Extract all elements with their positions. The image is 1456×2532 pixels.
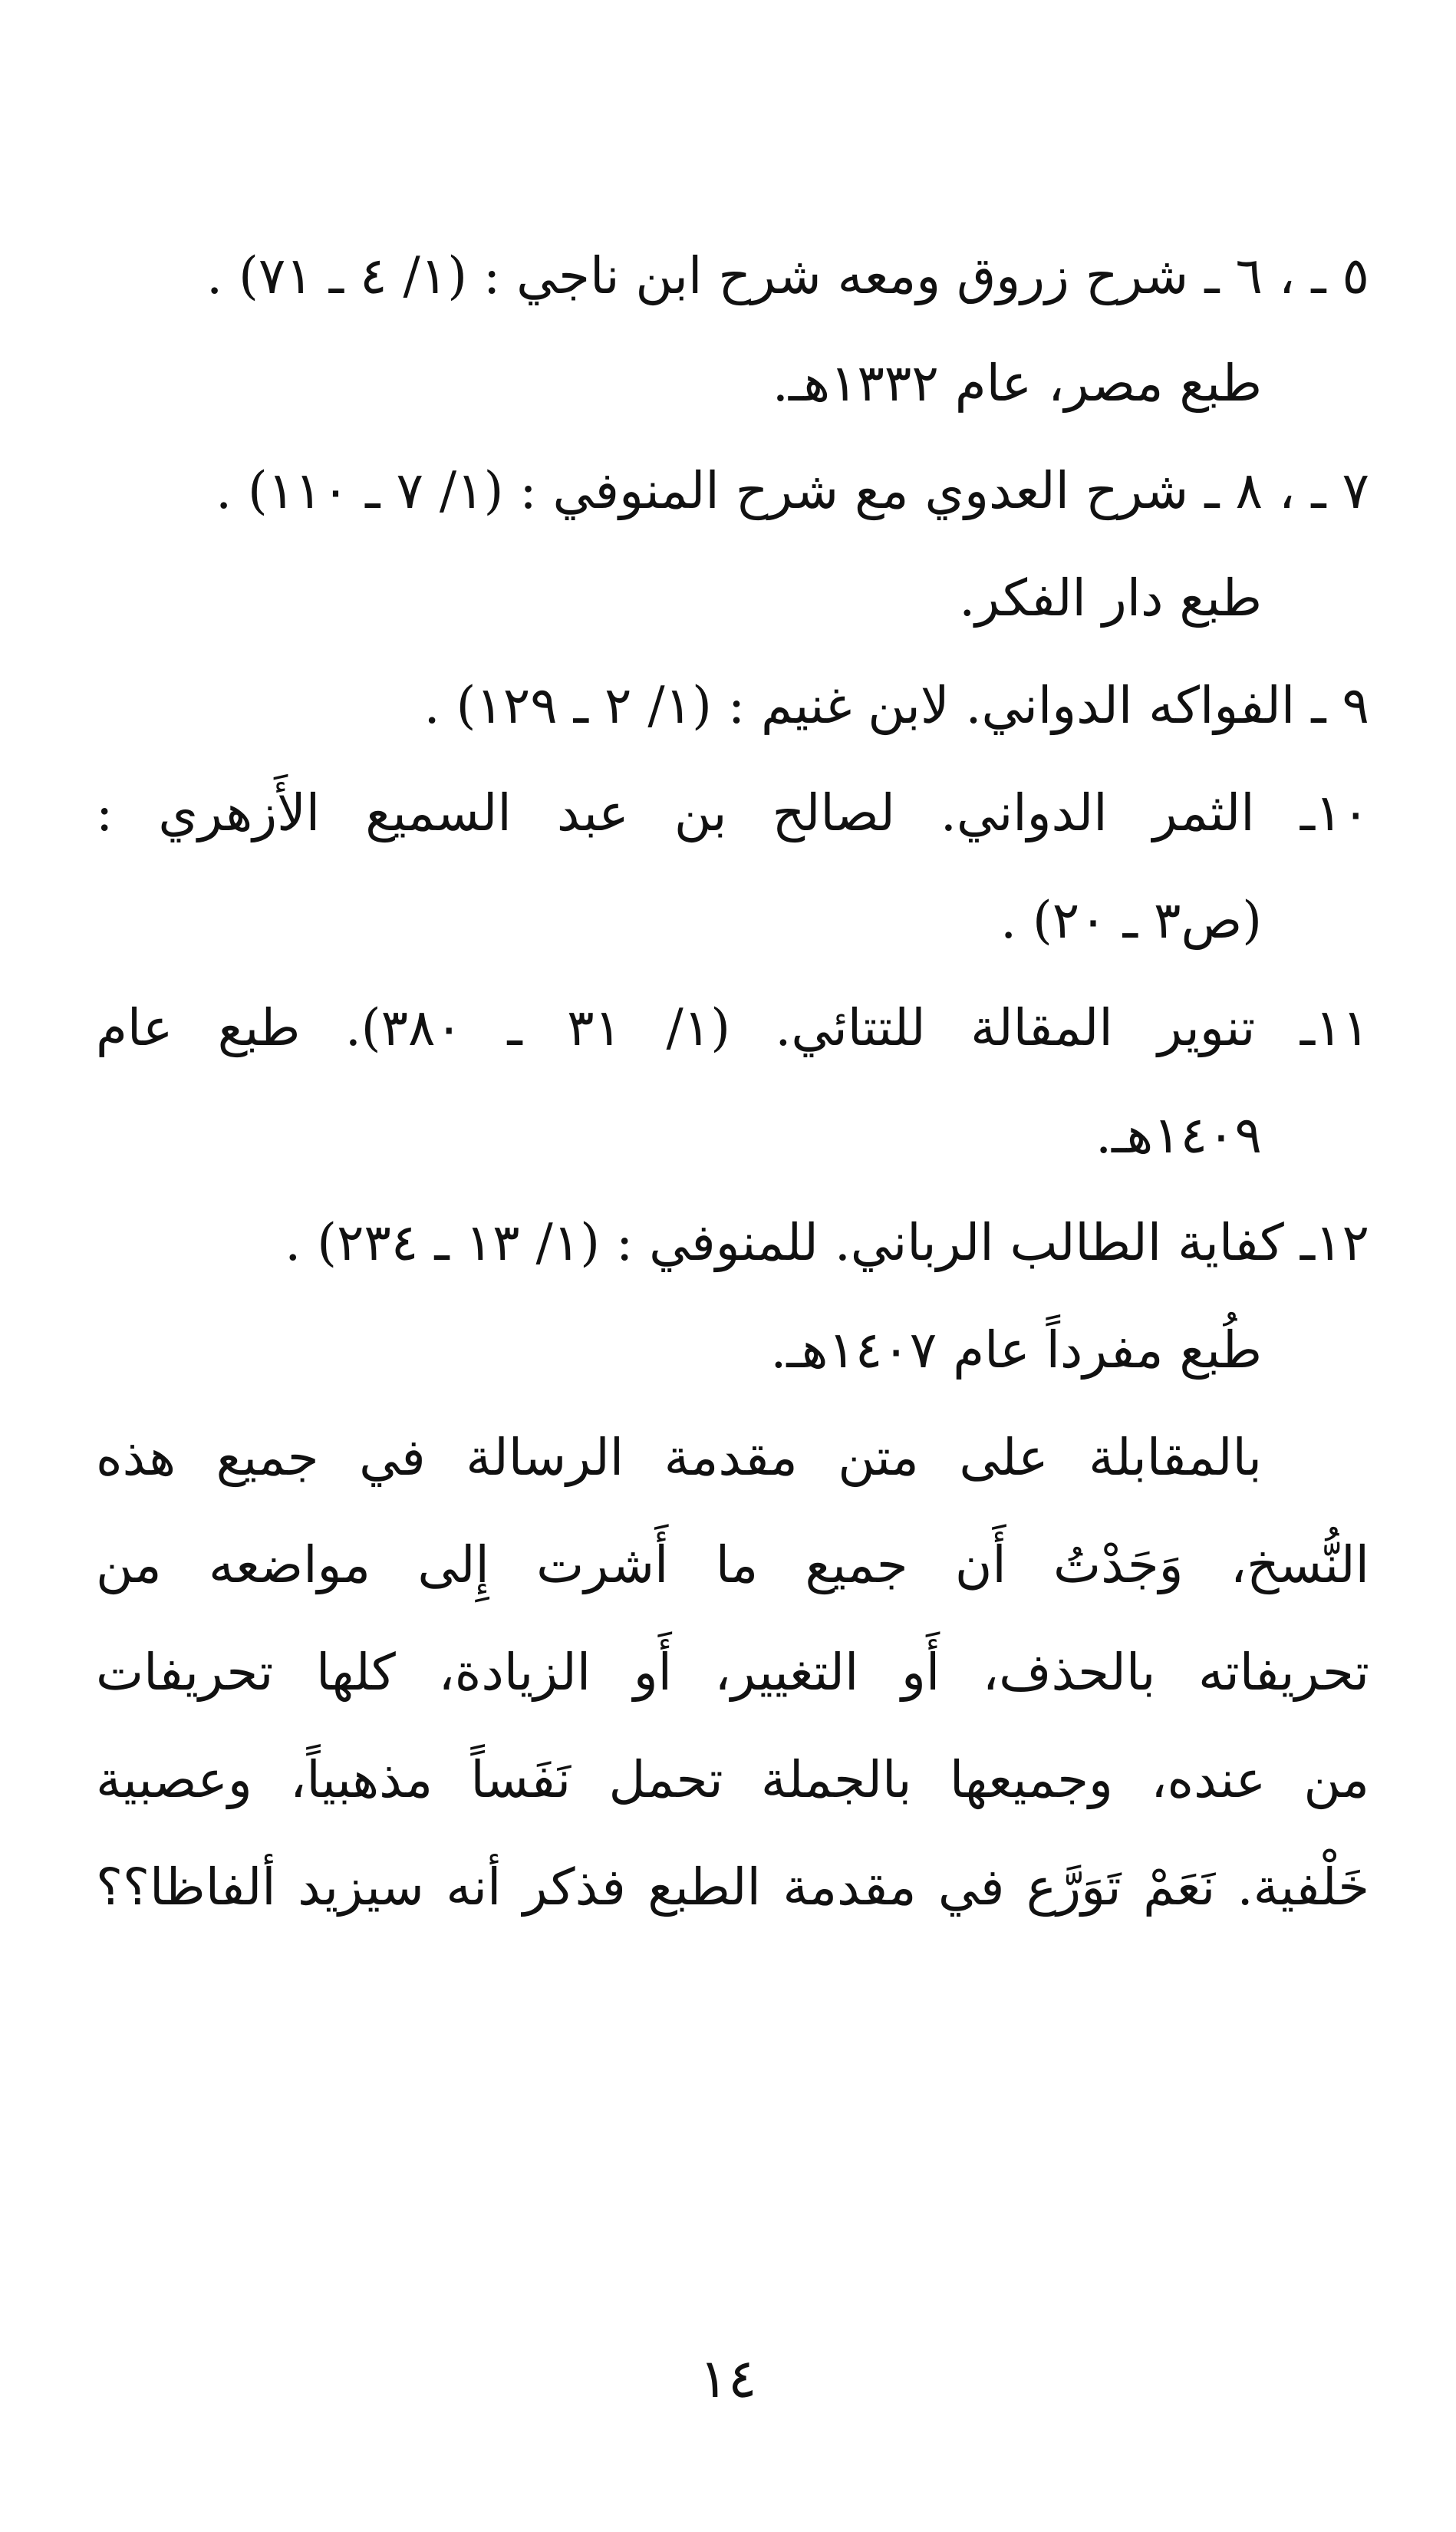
list-item-12: ١٢ـ كفاية الطالب الرباني. للمنوفي : (١/ ١٣ ـ ٢٣٤) . <box>285 1213 1369 1272</box>
list-item-11-year: ١٤٠٩هـ. <box>1095 1106 1262 1165</box>
page-number: ١٤ <box>699 2347 757 2410</box>
paragraph-line: تحريفاته بالحذف، أَو التغيير، أَو الزيادة، كلها تحريفات <box>96 1643 1369 1702</box>
paragraph-line: من عنده، وجميعها بالجملة تحمل نَفَساً مذهبياً، وعصبية <box>96 1750 1369 1809</box>
paragraph-line: خَلْفية. نَعَمْ تَوَرَّع في مقدمة الطبع فذكر أنه سيزيد ألفاظا؟؟ <box>96 1858 1369 1917</box>
list-item-10-pages: (ص٣ ـ ٢٠) . <box>1000 891 1262 950</box>
list-item-7-8: ٧ ـ ، ٨ ـ شرح العدوي مع شرح المنوفي : (١/ ٧ ـ ١١٠) . <box>216 461 1369 520</box>
list-item-5-6-edition: طبع مصر، عام ١٣٣٢هـ. <box>772 354 1262 413</box>
list-item-9: ٩ ـ الفواكه الدواني. لابن غنيم : (١/ ٢ ـ ١٢٩) . <box>423 676 1369 735</box>
paragraph-line: النُّسخ، وَجَدْتُ أَن جميع ما أَشرت إِلى مواضعه من <box>96 1535 1369 1594</box>
list-item-7-8-edition: طبع دار الفكر. <box>959 569 1262 628</box>
list-item-5-6: ٥ ـ ، ٦ ـ شرح زروق ومعه شرح ابن ناجي : (١/ ٤ ـ ٧١) . <box>206 246 1369 305</box>
paragraph-line: بالمقابلة على متن مقدمة الرسالة في جميع هذه <box>96 1428 1262 1487</box>
list-item-10: ١٠ـ الثمر الدواني. لصالح بن عبد السميع الأَزهري : <box>96 783 1369 842</box>
list-item-12-edition: طُبع مفرداً عام ١٤٠٧هـ. <box>770 1320 1262 1380</box>
list-item-11: ١١ـ تنوير المقالة للتتائي. (١/ ٣١ ـ ٣٨٠). طبع عام <box>96 998 1369 1057</box>
page-body <box>96 223 1369 1941</box>
